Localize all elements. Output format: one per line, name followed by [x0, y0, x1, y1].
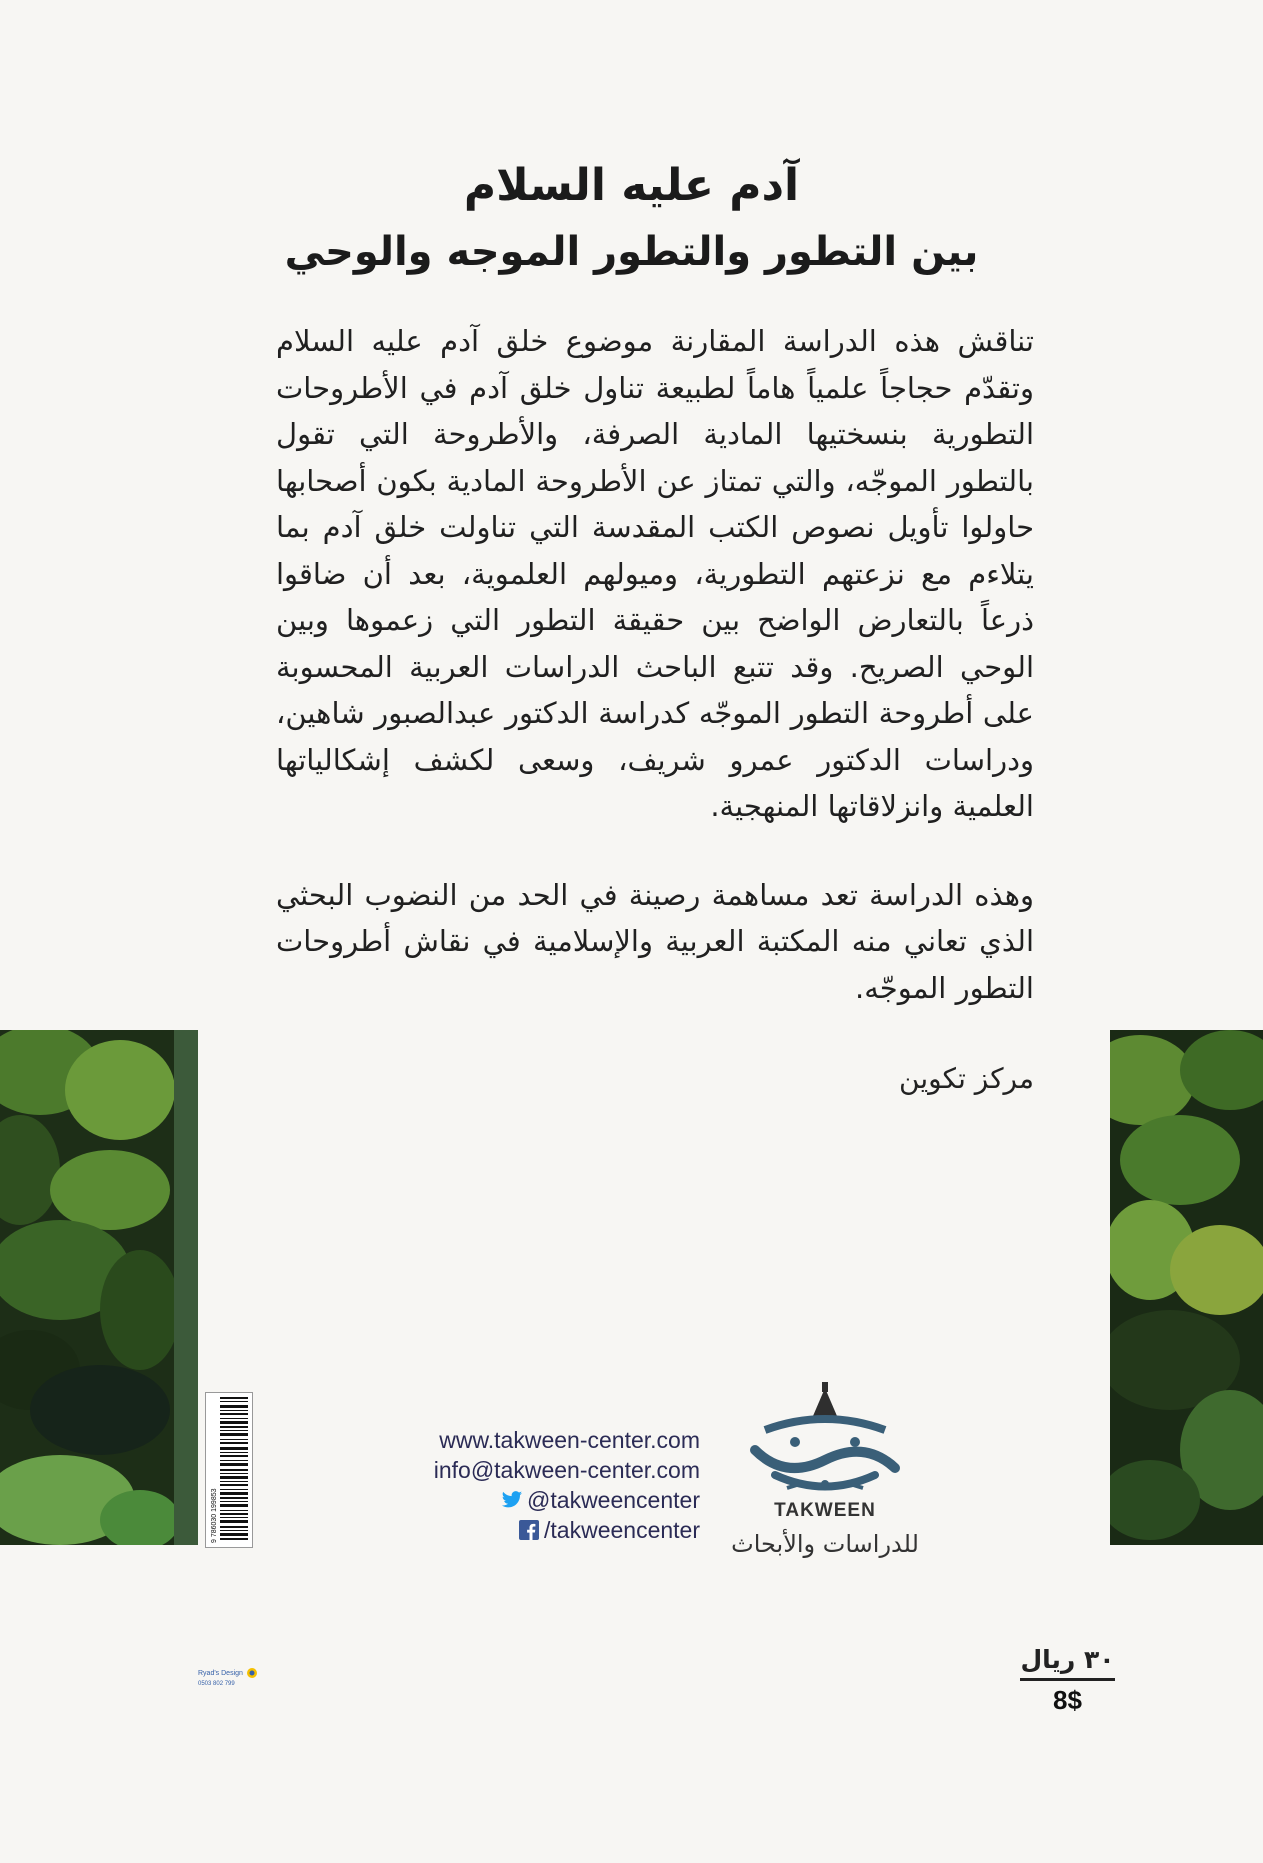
twitter-bird-icon: [501, 1490, 523, 1510]
blurb-paragraph-1: تناقش هذه الدراسة المقارنة موضوع خلق آدم عليه السلام وتقدّم حجاجاً علمياً هاماً لطبيعة تناول خلق آدم في الأطروحات التطورية بنسختيها المادية الصرفة، والأطروحة التي تقول بالتطور الموجّه، والتي تمتاز عن الأطروحة المادية بكون أصحابها حاولوا تأويل نصوص الكتب المقدسة التي تناولت خلق آدم بما يتلاءم مع نزعتهم التطورية، وميولهم العلموية، بعد أن ضاقوا ذرعاً بالتعارض الواضح بين حقيقة التطور التي زعموها وبين الوحي الصريح. وقد تتبع الباحث الدراسات العربية المحسوبة على أطروحة التطور الموجّه كدراسة الدكتور عبدالصبور شاهين، ودراسات الدكتور عمرو شريف، وسعى لكشف إشكالياتها العلمية وانزلاقاتها المنهجية.: [276, 324, 1034, 823]
designer-name: Ryad's Design: [198, 1670, 243, 1677]
takween-logo: [725, 1380, 925, 1590]
foliage-left-graphic: [0, 1030, 174, 1545]
facebook-handle[interactable]: /takweencenter: [544, 1517, 700, 1543]
blurb-paragraph-2: وهذه الدراسة تعد مساهمة رصينة في الحد من النضوب البحثي الذي تعاني منه المكتبة العربية والإسلامية في نقاش أطروحات التطور الموجّه.: [276, 877, 1034, 1005]
takween-calligraphy-mark: [725, 1380, 925, 1500]
price-usd: 8$: [1053, 1685, 1082, 1715]
logo-latin-name: TAKWEEN: [774, 1500, 876, 1521]
foliage-left-bar: [174, 1030, 198, 1545]
website-link[interactable]: www.takween-center.com: [439, 1427, 700, 1453]
price-sar: ٣٠ ريال: [1020, 1645, 1115, 1681]
facebook-row: [360, 1515, 700, 1545]
isbn-barcode: [205, 1392, 253, 1548]
email-link[interactable]: info@takween-center.com: [433, 1457, 700, 1483]
designer-credit: [198, 1665, 258, 1691]
logo-arabic-tagline: للدراسات والأبحاث: [731, 1530, 919, 1558]
website-row: [360, 1425, 700, 1455]
twitter-row: [360, 1485, 700, 1515]
signature: مركز تكوين: [899, 1062, 1034, 1095]
twitter-handle[interactable]: @takweencenter: [527, 1487, 700, 1513]
cover-header: [0, 160, 1263, 275]
contact-block: [360, 1425, 700, 1545]
email-row: [360, 1455, 700, 1485]
designer-phone: 0503 802 799: [198, 1681, 235, 1687]
foliage-image-right: [1110, 1030, 1263, 1545]
foliage-right-graphic: [1110, 1030, 1263, 1545]
blurb: [276, 318, 1034, 1011]
price-box: [1020, 1645, 1115, 1716]
facebook-icon: [518, 1520, 540, 1540]
barcode-digits: 9 786030 199853: [211, 1488, 218, 1543]
book-subtitle: بين التطور والتطور الموجه والوحي: [284, 229, 979, 275]
foliage-image-left: [0, 1030, 198, 1545]
book-title: آدم عليه السلام: [463, 160, 800, 211]
